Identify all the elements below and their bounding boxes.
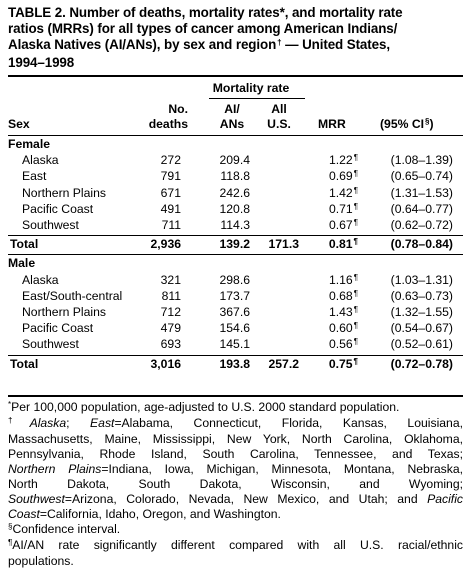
ci-cell: (0.52–0.61): [390, 337, 453, 352]
aian-rate-cell: 173.7: [219, 288, 250, 303]
ci-cell: (0.64–0.77): [390, 201, 453, 216]
aian-rate-cell: 139.2: [219, 237, 250, 252]
deaths-cell: 712: [160, 305, 181, 319]
region-cell: Total: [10, 237, 39, 252]
region-cell: Southwest: [22, 218, 79, 232]
footnotes: [8, 400, 463, 569]
region-cell: Pacific Coast: [22, 201, 94, 216]
footnote-2-line-5: North Dakota, South Dakota, Wisconsin, and Wyoming;: [8, 477, 463, 491]
mrr-cell: 0.75¶: [328, 356, 358, 371]
aian-rate-cell: 114.3: [220, 218, 250, 232]
region-cell: East/South-central: [22, 288, 123, 303]
total-rule: [8, 355, 463, 356]
footnote-4-line-2: populations.: [8, 554, 74, 568]
header-ci: (95% CI§): [380, 117, 434, 131]
deaths-cell: 811: [161, 288, 181, 303]
region-cell: East: [22, 169, 47, 184]
aian-rate-cell: 367.6: [219, 305, 250, 319]
header-all-2: U.S.: [267, 117, 291, 131]
ci-cell: (0.62–0.72): [390, 218, 453, 232]
aian-rate-cell: 209.4: [219, 153, 250, 168]
deaths-cell: 671: [160, 185, 181, 200]
footnote-2-line-3: Pennsylvania, Rhode Island, South Carolina, Tennessee, and Texas;: [8, 447, 463, 461]
deaths-cell: 3,016: [150, 356, 181, 371]
footnote-4-line-1: ¶AI/AN rate significantly different compared with all U.S. racial/ethnic: [8, 538, 463, 552]
mrr-cell: 0.81¶: [328, 237, 358, 252]
mrr-cell: 1.16¶: [328, 272, 358, 287]
aian-rate-cell: 120.8: [219, 201, 250, 216]
mrr-cell: 0.69¶: [328, 169, 358, 184]
deaths-cell: 711: [161, 218, 181, 232]
mrr-cell: 0.67¶: [328, 218, 358, 232]
aian-rate-cell: 193.8: [219, 356, 250, 371]
aian-rate-cell: 242.6: [219, 185, 250, 200]
total-rule: [8, 235, 463, 236]
ci-cell: (0.78–0.84): [390, 237, 453, 252]
footnote-2-line-4: Northern Plains=Indiana, Iowa, Michigan, Minnesota, Montana, Nebraska,: [8, 462, 464, 476]
deaths-cell: 321: [160, 272, 181, 287]
group-label: Male: [8, 256, 36, 271]
bottom-rule: [8, 395, 463, 397]
region-cell: Northern Plains: [22, 305, 106, 319]
footnote-2-line-1: †Alaska; East=Alabama, Connecticut, Florida, Kansas, Louisiana,: [8, 416, 463, 430]
all-us-rate-cell: 257.2: [268, 356, 299, 371]
header-mrr: MRR: [318, 117, 346, 131]
ci-cell: (1.31–1.53): [390, 185, 453, 200]
region-cell: Southwest: [22, 337, 79, 352]
ci-cell: (0.63–0.73): [390, 288, 453, 303]
ci-cell: (0.54–0.67): [390, 321, 453, 336]
aian-rate-cell: 145.1: [219, 337, 250, 352]
mrr-cell: 0.71¶: [328, 201, 358, 216]
mrr-cell: 1.42¶: [328, 185, 358, 200]
deaths-cell: 479: [160, 321, 181, 336]
ci-cell: (0.65–0.74): [390, 169, 453, 184]
footnote-2-line-7: Coast=California, Idaho, Oregon, and Washington.: [8, 507, 281, 521]
footnote-3: §Confidence interval.: [8, 522, 121, 536]
region-cell: Total: [10, 356, 39, 371]
deaths-cell: 693: [160, 337, 181, 352]
top-rule: [8, 75, 463, 77]
header-sex: Sex: [8, 117, 30, 131]
mrr-cell: 0.68¶: [328, 288, 358, 303]
region-cell: Alaska: [22, 272, 59, 287]
deaths-cell: 491: [160, 201, 181, 216]
deaths-cell: 791: [160, 169, 181, 184]
mortality-rate-rule: [209, 98, 305, 99]
footnote-2-line-6: Southwest=Arizona, Colorado, Nevada, New Mexico, and Utah; and Pacific: [8, 492, 463, 506]
ci-cell: (0.72–0.78): [390, 356, 453, 371]
header-all-1: All: [271, 102, 287, 116]
ci-cell: (1.03–1.31): [390, 272, 453, 287]
mrr-cell: 1.22¶: [328, 153, 358, 168]
footnote-1: *Per 100,000 population, age-adjusted to U.S. 2000 standard population.: [8, 400, 400, 414]
group-label: Female: [8, 137, 51, 151]
header-aian-2: ANs: [219, 117, 245, 131]
ci-cell: (1.32–1.55): [390, 305, 453, 319]
region-cell: Pacific Coast: [22, 321, 94, 336]
deaths-cell: 272: [160, 153, 181, 168]
mrr-cell: 1.43¶: [328, 305, 358, 319]
aian-rate-cell: 298.6: [219, 272, 250, 287]
header-aian-1: AI/: [224, 102, 240, 116]
region-cell: Northern Plains: [22, 185, 106, 200]
aian-rate-cell: 118.8: [220, 169, 250, 184]
deaths-cell: 2,936: [150, 237, 181, 252]
header-rule: [8, 135, 463, 136]
mrr-cell: 0.60¶: [328, 321, 358, 336]
footnote-2-line-2: Massachusetts, Maine, Mississippi, New York, North Carolina, Oklahoma,: [8, 432, 463, 446]
group-separator-rule: [8, 254, 463, 255]
header-no: No.: [168, 102, 188, 116]
ci-cell: (1.08–1.39): [390, 153, 453, 168]
all-us-rate-cell: 171.3: [268, 237, 299, 252]
mrr-cell: 0.56¶: [328, 337, 358, 352]
aian-rate-cell: 154.6: [219, 321, 250, 336]
header-deaths: deaths: [148, 117, 188, 131]
header-mortality-rate: Mortality rate: [212, 81, 290, 95]
table-title: TABLE 2. Number of deaths, mortality rates*, and mortality rate ratios (MRRs) for all types of cancer among American Indians/ Alaska Natives (AI/ANs), by sex and region† — United States, 1994–1998: [8, 5, 403, 70]
region-cell: Alaska: [22, 153, 59, 168]
